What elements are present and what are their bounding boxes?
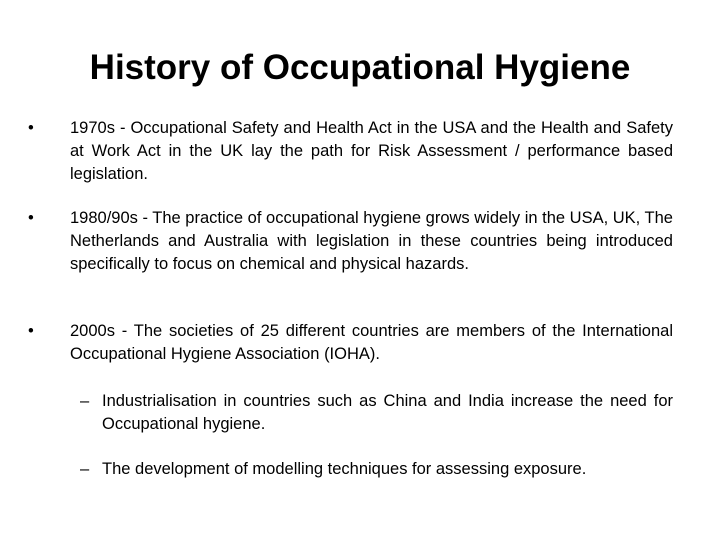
bullet-marker: •: [28, 209, 34, 227]
slide-title: History of Occupational Hygiene: [89, 48, 631, 87]
bullet-text: 1970s - Occupational Safety and Health Act in the USA and the Health and Safety at Work Act in the UK lay the path for Risk Assessment / performance based legislation.: [70, 119, 673, 183]
sub-bullet-item: [80, 458, 673, 481]
bullet-text: 2000s - The societies of 25 different countries are members of the International Occupational Hygiene Association (IOHA).: [70, 322, 673, 363]
bullet-marker: •: [28, 119, 34, 137]
bullet-marker: •: [28, 322, 34, 340]
sub-bullet-text: Industrialisation in countries such as China and India increase the need for Occupational hygiene.: [102, 392, 673, 433]
sub-bullet-item: [80, 390, 673, 436]
bullet-text: 1980/90s - The practice of occupational hygiene grows widely in the USA, UK, The Netherlands and Australia with legislation in these countries being introduced specifically to focus on chemical and physical hazards.: [70, 209, 673, 273]
sub-bullet-marker: –: [80, 460, 90, 478]
sub-bullet-marker: –: [80, 392, 90, 410]
sub-bullet-text: The development of modelling techniques for assessing exposure.: [102, 460, 587, 478]
bullet-item: [28, 207, 673, 276]
bullet-item: [28, 117, 673, 186]
bullet-item: [28, 320, 673, 366]
